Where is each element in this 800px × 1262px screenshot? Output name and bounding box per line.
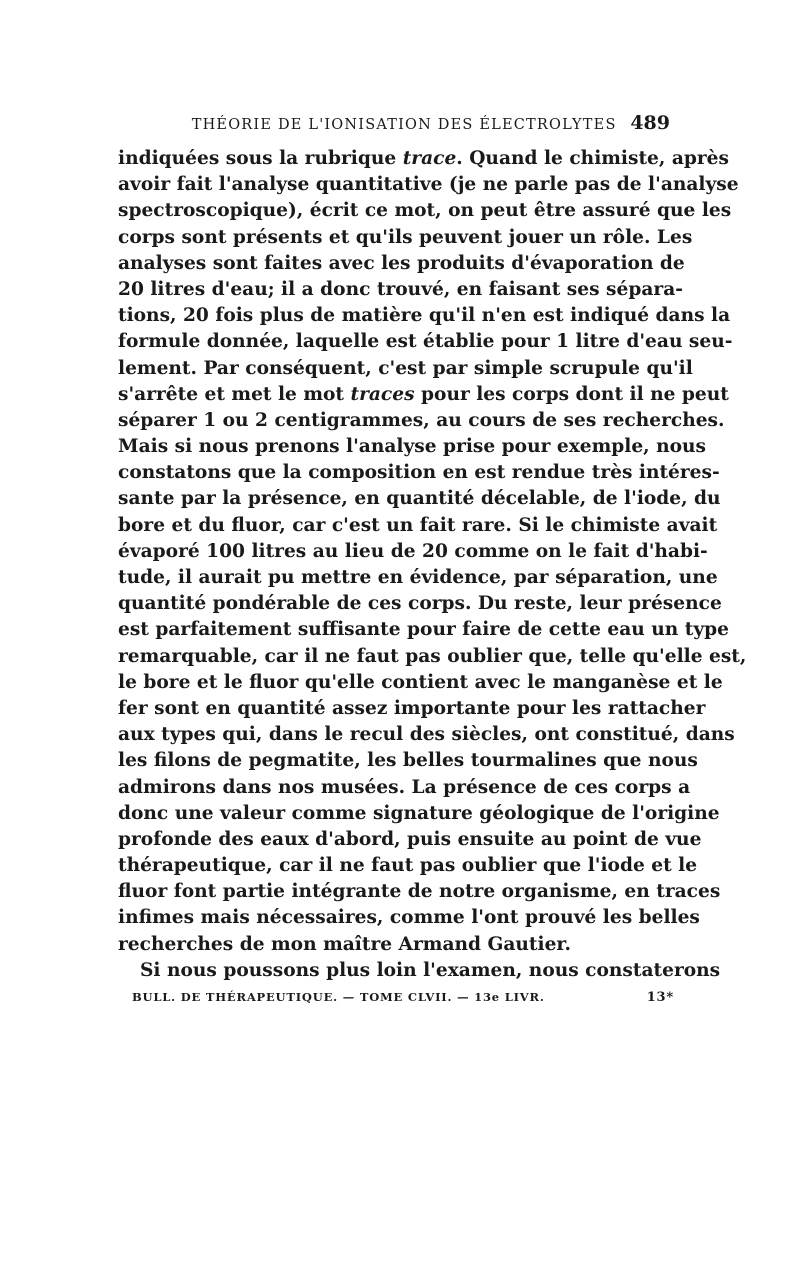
- running-head-title: THÉORIE DE L'IONISATION DES ÉLECTROLYTES: [191, 117, 617, 133]
- text-line: évaporé 100 litres au lieu de 20 comme on le fait d'habi-: [118, 540, 708, 562]
- text-line: lement. Par conséquent, c'est par simple scrupule qu'il: [118, 357, 693, 379]
- body-text: [118, 146, 747, 984]
- text-segment: indiquées sous la rubrique: [118, 148, 403, 169]
- running-head: [118, 112, 674, 146]
- book-page: [118, 112, 747, 1005]
- text-segment: pour les corps dont il ne peut: [414, 383, 729, 405]
- text-line: [118, 146, 729, 172]
- text-line: admirons dans nos musées. La présence de ces corps a: [118, 776, 691, 798]
- text-line: séparer 1 ou 2 centigrammes, au cours de ses recherches.: [118, 409, 725, 431]
- text-line: donc une valeur comme signature géologique de l'origine: [118, 802, 720, 824]
- text-segment: . Quand le chimiste, après: [456, 148, 729, 169]
- text-line: formule donnée, laquelle est établie pour 1 litre d'eau seu-: [118, 331, 733, 353]
- text-line: corps sont présents et qu'ils peuvent jouer un rôle. Les: [118, 226, 693, 248]
- text-line: tions, 20 fois plus de matière qu'il n'en est indiqué dans la: [118, 305, 731, 327]
- text-line: aux types qui, dans le recul des siècles, ont constitué, dans: [118, 724, 735, 746]
- text-line: profonde des eaux d'abord, puis ensuite au point de vue: [118, 828, 702, 850]
- text-line: fer sont en quantité assez importante pour les rattacher: [118, 697, 706, 719]
- text-line: thérapeutique, car il ne faut pas oublier que l'iode et le: [118, 855, 698, 877]
- text-line: tude, il aurait pu mettre en évidence, par séparation, une: [118, 567, 718, 588]
- text-line: le bore et le fluor qu'elle contient avec le manganèse et le: [118, 671, 723, 693]
- text-segment: s'arrête et met le mot: [118, 383, 351, 405]
- text-line: bore et du fluor, car c'est un fait rare. Si le chimiste avait: [118, 514, 718, 536]
- page-number: 489: [630, 112, 670, 134]
- text-line: Mais si nous prenons l'analyse prise pour exemple, nous: [118, 436, 707, 458]
- text-line: spectroscopique), écrit ce mot, on peut être assuré que les: [118, 200, 732, 222]
- italic-term: traces: [350, 383, 415, 405]
- italic-term: trace: [402, 148, 457, 169]
- text-line: remarquable, car il ne faut pas oublier que, telle qu'elle est,: [118, 645, 747, 667]
- signature-mark: 13*: [646, 990, 674, 1005]
- text-line: avoir fait l'analyse quantitative (je ne parle pas de l'analyse: [118, 174, 739, 196]
- journal-reference: BULL. DE THÉRAPEUTIQUE. — TOME CLVII. — 13e LIVR.: [132, 990, 545, 1004]
- page-footer: [118, 990, 674, 1005]
- text-line: [118, 382, 729, 408]
- text-line: 20 litres d'eau; il a donc trouvé, en faisant ses sépara-: [118, 278, 683, 300]
- text-line: analyses sont faites avec les produits d'évaporation de: [118, 252, 685, 274]
- text-line: infimes mais nécessaires, comme l'ont prouvé les belles: [118, 907, 700, 929]
- text-line: quantité pondérable de ces corps. Du reste, leur présence: [118, 593, 722, 615]
- text-line: Si nous poussons plus loin l'examen, nous constaterons: [140, 959, 721, 981]
- text-line: est parfaitement suffisante pour faire de cette eau un type: [118, 619, 729, 641]
- text-line: sante par la présence, en quantité décelable, de l'iode, du: [118, 488, 721, 510]
- text-line: constatons que la composition en est rendue très intéres-: [118, 462, 720, 484]
- text-line: les filons de pegmatite, les belles tourmalines que nous: [118, 750, 698, 772]
- text-line: fluor font partie intégrante de notre organisme, en traces: [118, 881, 721, 903]
- text-line: recherches de mon maître Armand Gautier.: [118, 933, 571, 955]
